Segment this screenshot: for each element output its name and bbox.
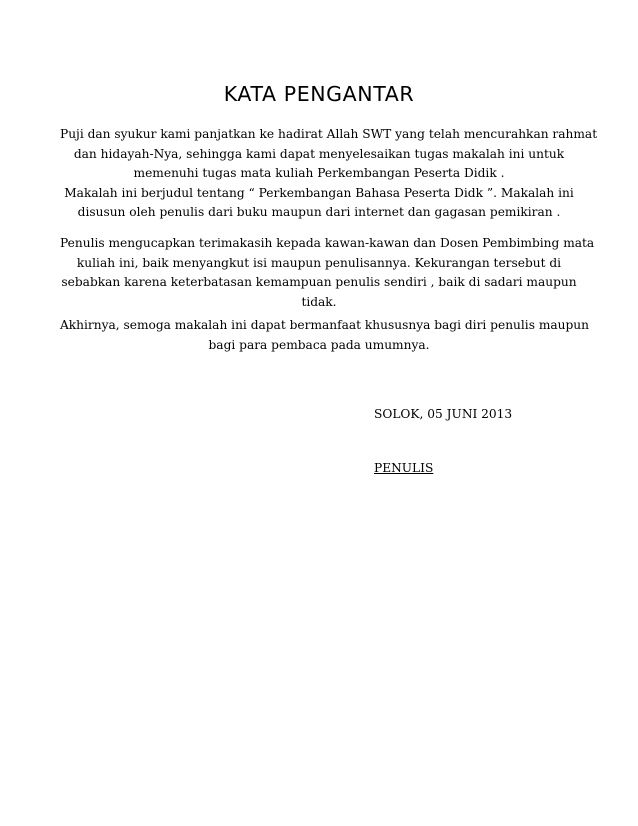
paragraph-line: bagi para pembaca pada umumnya. — [208, 337, 430, 352]
signature-author: PENULIS — [374, 461, 434, 475]
paragraph-line: Puji dan syukur kami panjatkan ke hadirat Allah SWT yang telah mencurahkan rahmat — [60, 127, 598, 141]
paragraph-line: sebabkan karena keterbatasan kemampuan penulis sendiri , baik di sadari maupun — [61, 275, 577, 289]
page-title: KATA PENGANTAR — [223, 82, 415, 106]
paragraph-line: Makalah ini berjudul tentang “ Perkembangan Bahasa Peserta Didk ”. Makalah ini — [64, 185, 574, 200]
paragraph-line: kuliah ini, baik menyangkut isi maupun penulisannya. Kekurangan tersebut di — [76, 255, 562, 270]
paragraph-line: Akhirnya, semoga makalah ini dapat bermanfaat khususnya bagi diri penulis maupun — [60, 318, 589, 332]
paragraph-line: Penulis mengucapkan terimakasih kepada kawan-kawan dan Dosen Pembimbing mata — [60, 236, 595, 250]
paragraph-line: memenuhi tugas mata kuliah Perkembangan Peserta Didik . — [133, 166, 505, 180]
paragraph-opening — [60, 125, 598, 223]
paragraph-closing — [60, 316, 589, 355]
paragraph-line: disusun oleh penulis dari buku maupun dari internet dan gagasan pemikiran . — [77, 205, 561, 219]
paragraph-line: tidak. — [301, 294, 337, 309]
paragraph-thanks — [60, 234, 595, 312]
paragraph-line: dan hidayah-Nya, sehingga kami dapat menyelesaikan tugas makalah ini untuk — [73, 146, 565, 161]
signature-place-date: SOLOK, 05 JUNI 2013 — [374, 407, 513, 421]
